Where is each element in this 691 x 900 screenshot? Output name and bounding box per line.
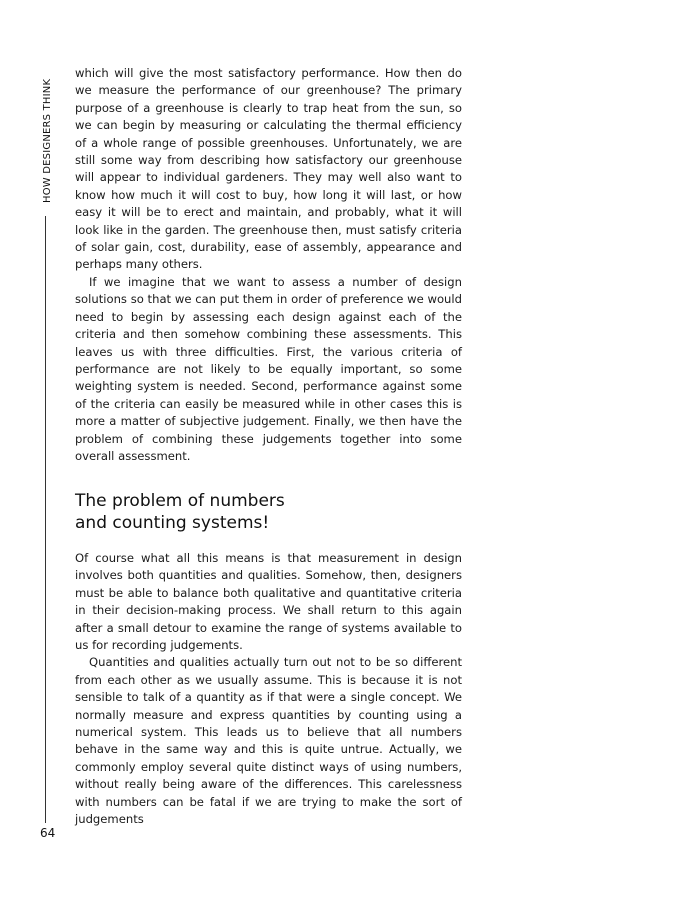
page-number: 64 <box>40 826 56 840</box>
paragraph: If we imagine that we want to assess a number of design solutions so that we can put them in order of preference we would need to begin by assessing each design against each of the criteria and then somehow combining these assessments. This leaves us with three difficulties. First, the various criteria of performance are not likely to be equally important, so some weighting system is needed. Second, performance against some of the criteria can easily be measured while in other cases this is more a matter of subjective judgement. Finally, we then have the problem of combining these judgements together into some overall assessment. <box>75 274 462 463</box>
section-heading <box>75 490 462 534</box>
paragraph: Of course what all this means is that measurement in design involves both quantities and qualities. Somehow, then, designers must be able to balance both qualitative and quantitative criteria in their decision-making process. We shall return to this again after a small detour to examine the range of systems available to us for recording judgements. <box>75 551 462 653</box>
body-text-bottom <box>75 550 462 829</box>
paragraph: Quantities and qualities actually turn out not to be so different from each other as we usually assume. This is because it is not sensible to talk of a quantity as if that were a single concept. We normally measure and express quantities by counting using a numerical system. This leads us to believe that all numbers behave in the same way and this is quite untrue. Actually, we commonly employ several quite distinct ways of using numbers, without really being aware of the differences. This carelessness with numbers can be fatal if we are trying to make the sort of judgements <box>75 655 462 827</box>
body-text-top <box>75 65 462 465</box>
running-head-rule <box>45 216 46 823</box>
section-heading-line: The problem of numbers <box>75 491 285 511</box>
running-head: HOW DESIGNERS THINK <box>42 78 53 203</box>
paragraph: which will give the most satisfactory performance. How then do we measure the performance of our greenhouse? The primary purpose of a greenhouse is clearly to trap heat from the sun, so we can begin by measuring or calculating the thermal efficiency of a whole range of possible greenhouses. Unfortunately, we are still some way from describing how satisfactory our greenhouse will appear to individual gardeners. They may well also want to know how much it will cost to buy, how long it will last, or how easy it will be to erect and maintain, and probably, what it will look like in the garden. The greenhouse then, must satisfy criteria of solar gain, cost, durability, ease of assembly, appearance and perhaps many others. <box>75 66 462 272</box>
section-heading-line: and counting systems! <box>75 513 270 533</box>
